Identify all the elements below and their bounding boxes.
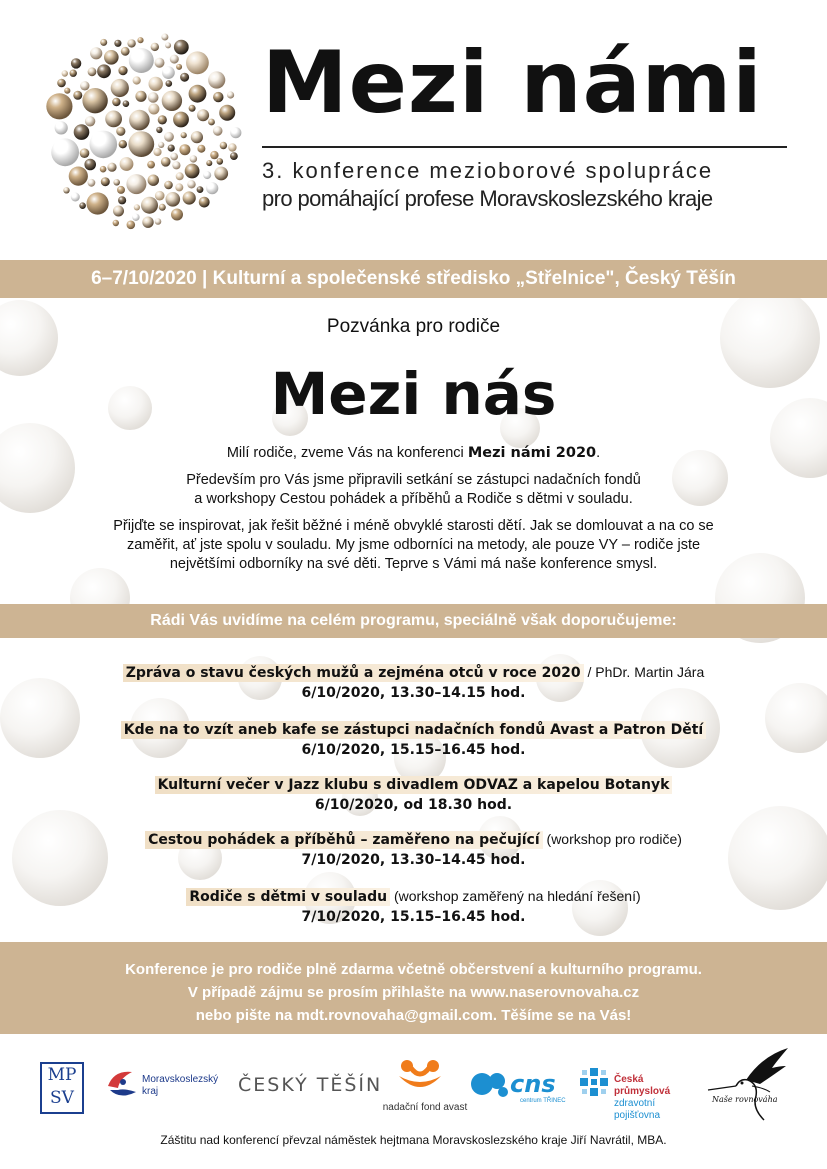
intro-paragraph-2 [0, 471, 827, 509]
pearl-dot [117, 186, 125, 194]
program-event [0, 886, 827, 927]
program-event [0, 662, 827, 703]
pearl-dot [148, 175, 159, 186]
pearl-dot [217, 158, 224, 165]
pearl-dot [191, 131, 203, 143]
pearl-dot [69, 167, 88, 186]
patronage-note: Záštitu nad konferencí převzal náměstek hejtmana Moravskoslezského kraje Jiří Navrátil, MBA. [160, 1133, 667, 1147]
pearl-dot [121, 47, 130, 56]
footer-line-3 [0, 1004, 827, 1027]
event-time: 6/10/2020, od 18.30 hod. [314, 797, 513, 813]
pearl-dot [213, 92, 223, 102]
pearl-dot [90, 131, 118, 159]
pearl-dot [74, 124, 90, 140]
pearl-dot [114, 40, 121, 47]
pearl-dot [176, 172, 184, 180]
pearl-dot [123, 100, 130, 107]
cns-logo-text: cns [510, 1070, 556, 1098]
pearl-dot [187, 180, 195, 188]
hummingbird-icon [706, 1046, 790, 1124]
pearl-dot [170, 55, 179, 64]
conference-subtitle-2: pro pomáhající profese Moravskoslezského kraje [262, 186, 713, 211]
pearl-dot [84, 159, 96, 171]
hummingbird-logo [706, 1046, 790, 1124]
pearl-dot [164, 132, 174, 142]
kraj-logo-line1: Moravskoslezský [142, 1074, 219, 1085]
pearl-dot [220, 142, 227, 149]
avast-figure-icon [395, 1058, 445, 1098]
pearl-dot [116, 127, 125, 136]
pearl-dot [128, 131, 154, 157]
website-link[interactable]: www.naserovnovaha.cz [470, 984, 640, 1001]
invitation-title: Mezi nás [270, 360, 557, 428]
pearl-dot [213, 126, 223, 136]
pearl-dot [230, 152, 238, 160]
pearl-dot [175, 183, 183, 191]
pearl-dot [113, 206, 124, 217]
intro-p2-line2: a workshopy Cestou pohádek a příběhů a Rodiče s dětmi v souladu. [194, 491, 633, 507]
pearl-dot [197, 109, 209, 121]
pearl-dot [183, 191, 196, 204]
pearl-dot [173, 112, 189, 128]
bird-logo-text: Naše rovnováha [712, 1095, 778, 1104]
pearl-dot [113, 220, 119, 226]
conference-title: Mezi námi [262, 33, 763, 133]
pearl-dot [142, 217, 153, 228]
footer-email-text: nebo pište na [195, 1007, 297, 1024]
avast-logo-text: nadační fond avast [382, 1102, 468, 1113]
pearl-dot [208, 71, 225, 88]
pearl-dot [155, 218, 162, 225]
pearl-dot [100, 39, 107, 46]
pearl-dot [80, 81, 89, 90]
event-extra: (workshop pro rodiče) [542, 831, 682, 847]
kraj-logo-line2: kraj [142, 1086, 159, 1097]
cpzp-cross-icon [578, 1066, 610, 1098]
event-extra: (workshop zaměřený na hledání řešení) [390, 888, 641, 904]
pearl-dot [100, 166, 107, 173]
cns-logo-subtext: centrum TŘINEC [520, 1098, 566, 1104]
cns-trinec-logo [470, 1068, 570, 1108]
pearl-dot [73, 91, 82, 100]
footer-register-text: V případě zájmu se prosím přihlašte na [187, 984, 471, 1001]
pearl-dot [199, 197, 210, 208]
pearl-dot [64, 88, 70, 94]
pearl-dot [189, 105, 196, 112]
pearl-dot [206, 182, 218, 194]
program-event [0, 719, 827, 760]
pearl-dot [186, 51, 209, 74]
pearl-dot [70, 70, 77, 77]
mpsv-logo-text: MPSV [47, 1065, 77, 1108]
cns-people-icon [470, 1068, 510, 1102]
footer-free-text-end: včetně občerstvení a kulturního programu. [393, 961, 702, 978]
pearl-dot [170, 153, 178, 161]
mpsv-logo [40, 1062, 84, 1114]
pearl-dot [164, 181, 173, 190]
program-band: Rádi Vás uvidíme na celém programu, speciálně však doporučujeme: [0, 604, 827, 638]
pearl-dot [120, 157, 134, 171]
intro-p3-line3: největšími odborníky na své děti. Teprve s Vámi má naše konference smysl. [169, 556, 658, 572]
event-name: Zpráva o stavu českých mužů a zejména otců v roce 2020 [123, 664, 584, 682]
pearl-dot [162, 91, 182, 111]
pearl-dot [55, 121, 68, 134]
pearl-dot [111, 79, 129, 97]
pearl-dot [62, 70, 68, 76]
date-venue-band: 6–7/10/2020 | Kulturní a společenské středisko „Střelnice", Český Těšín [0, 260, 827, 298]
cpzp-logo [578, 1066, 698, 1121]
pearl-dot [147, 161, 155, 169]
pearl-dot [185, 164, 200, 179]
pearl-dot [189, 85, 207, 103]
cpzp-logo-line2: zdravotní pojišťovna [614, 1098, 661, 1121]
pearl-dot [161, 157, 171, 167]
pearl-dot [127, 39, 135, 47]
pearl-dot [210, 151, 218, 159]
footer-info-band [0, 942, 827, 1034]
pearl-dot [148, 104, 159, 115]
footer-line-2 [0, 981, 827, 1004]
pearl-dot [126, 174, 146, 194]
event-extra: / PhDr. Martin Jára [583, 664, 705, 680]
event-time: 6/10/2020, 15.15–16.45 hod. [301, 742, 526, 758]
pearl-dot [132, 214, 139, 221]
partner-logos [0, 1044, 827, 1124]
pearl-dot [166, 80, 173, 87]
footer-free-word: zdarma [340, 961, 394, 978]
pearl-dot [153, 148, 161, 156]
event-name: Rodiče s dětmi v souladu [186, 888, 390, 906]
event-name: Kulturní večer v Jazz klubu s divadlem ODVAZ a kapelou Botanyk [155, 776, 673, 794]
pearl-dot [227, 91, 234, 98]
footer-line-1 [0, 958, 827, 981]
footer-free-text: Konference je pro rodiče plně [125, 961, 341, 978]
pearl-dot [155, 58, 165, 68]
pearl-dot [161, 34, 168, 41]
program-event [0, 774, 827, 815]
pearl-dot [174, 40, 189, 55]
pearl-dot [129, 110, 150, 131]
pearl-dot [137, 37, 143, 43]
pearl-dot [149, 77, 163, 91]
pearl-circle-logo [40, 28, 245, 233]
invitation-label: Pozvánka pro rodiče [326, 316, 501, 337]
pearl-dot [156, 127, 162, 133]
pearl-dot [119, 140, 127, 148]
pearl-dot [107, 163, 116, 172]
pearl-dot [82, 88, 107, 113]
event-name: Cestou pohádek a příběhů – zaměřeno na pečující [145, 831, 543, 849]
pearl-dot [165, 42, 171, 48]
pearl-dot [219, 105, 235, 121]
pearl-dot [112, 98, 120, 106]
pearl-dot [51, 138, 79, 166]
cpzp-logo-line1: Česká průmyslová [614, 1074, 671, 1097]
pearl-dot [127, 221, 136, 230]
pearl-dot [105, 111, 122, 128]
program-event [0, 829, 827, 870]
event-name: Kde na to vzít aneb kafe se zástupci nadačních fondů Avast a Patron Dětí [121, 721, 706, 739]
pearl-dot [181, 132, 187, 138]
pearl-dot [85, 116, 95, 126]
pearl-dot [208, 119, 215, 126]
pearl-dot [88, 179, 96, 187]
pearl-dot [97, 64, 111, 78]
avast-foundation-logo [380, 1058, 468, 1118]
event-time: 7/10/2020, 15.15–16.45 hod. [301, 909, 526, 925]
pearl-dot [129, 48, 154, 73]
pearl-dot [171, 209, 183, 221]
pearl-dot [134, 204, 140, 210]
pearl-dot [57, 79, 66, 88]
pearl-dot [46, 93, 72, 119]
pearl-dot [80, 148, 90, 158]
pearl-dot [63, 187, 69, 193]
conference-subtitle-1: 3. konference mezioborové spolupráce [262, 158, 714, 183]
intro-p2-line1: Především pro Vás jsme připravili setkání se zástupci nadačních fondů [186, 472, 641, 488]
pearl-dot [230, 127, 241, 138]
pearl-dot [90, 47, 102, 59]
pearl-dot [141, 197, 158, 214]
pearl-dot [203, 171, 211, 179]
pearl-dot [197, 186, 204, 193]
pearl-dot [166, 192, 181, 207]
event-time: 7/10/2020, 13.30–14.45 hod. [301, 852, 526, 868]
pearl-dot [158, 142, 164, 148]
pearl-dot [206, 160, 212, 166]
intro-p3-line1: Přijďte se inspirovat, jak řešit běžné i méně obvyklé starosti dětí. Jak se domlouvat a na co se [113, 518, 714, 534]
intro-p1-text: Milí rodiče, zveme Vás na konferenci [226, 445, 468, 461]
kraj-emblem-icon [104, 1066, 140, 1106]
intro-p3-line2: zaměřit, ať jste spolu v souladu. My jsme odborníci na metody, ale pouze VY – rodiče jste [126, 537, 701, 553]
pearl-dot [135, 91, 146, 102]
pearl-dot [214, 167, 228, 181]
pearl-dot [104, 50, 119, 65]
pearl-dot [197, 145, 205, 153]
pearl-dot [176, 64, 182, 70]
intro-paragraph-1 [0, 444, 827, 463]
pearl-dot [71, 193, 80, 202]
pearl-dot [148, 92, 159, 103]
pearl-dot [155, 191, 165, 201]
pearl-dot [172, 161, 180, 169]
pearl-dot [151, 43, 159, 51]
pearl-dot [118, 196, 126, 204]
pearl-dot [87, 192, 109, 214]
pearl-dot [79, 202, 86, 209]
pearl-dot [168, 145, 175, 152]
intro-p1-conference-name: Mezi námi 2020 [467, 445, 597, 461]
pearl-dot [101, 177, 110, 186]
email-link[interactable]: mdt.rovnovaha@gmail.com [296, 1007, 493, 1024]
title-divider [262, 146, 787, 148]
pearl-dot [118, 66, 127, 75]
pearl-dot [158, 115, 167, 124]
pearl-dot [159, 204, 166, 211]
pearl-dot [113, 179, 120, 186]
pearl-dot [133, 76, 141, 84]
footer-closing-text: . Těšíme se na Vás! [492, 1007, 632, 1024]
pearl-dot [190, 155, 197, 162]
intro-p1-end: . [596, 445, 601, 461]
moravskoslezsky-kraj-logo [104, 1066, 219, 1110]
pearl-dot [88, 67, 97, 76]
cesky-tesin-logo: ČESKÝ TĚŠÍN [238, 1074, 383, 1096]
pearl-dot [179, 144, 190, 155]
pearl-dot [71, 58, 81, 68]
pearl-dot [228, 143, 236, 151]
event-time: 6/10/2020, 13.30–14.15 hod. [301, 685, 526, 701]
pearl-dot [180, 73, 189, 82]
intro-paragraph-3 [0, 517, 827, 574]
pearl-dot [162, 66, 175, 79]
